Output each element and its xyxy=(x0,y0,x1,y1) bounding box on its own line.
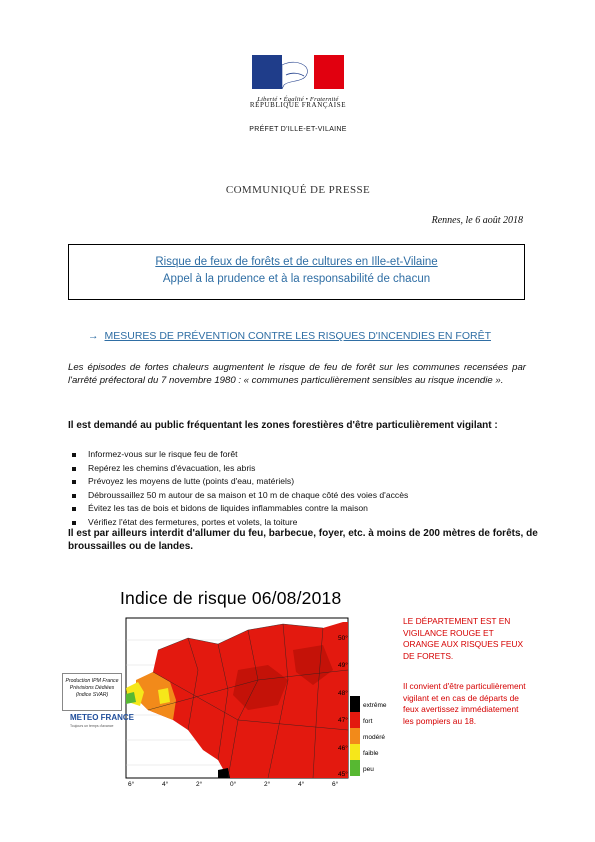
title-line-1: Risque de feux de forêts et de cultures en Ille-et-Vilaine xyxy=(155,256,438,268)
right-arrow-icon: → xyxy=(88,330,99,342)
document-date: Rennes, le 6 août 2018 xyxy=(431,215,523,226)
fire-ban-paragraph: Il est par ailleurs interdit d'allumer du feu, barbecue, foyer, etc. à moins de 200 mètres de forêts, de broussailles ou de landes. xyxy=(68,528,538,552)
legend-swatch-extreme xyxy=(350,696,360,712)
legend-label: modéré xyxy=(363,734,386,741)
republic-name: RÉPUBLIQUE FRANÇAISE xyxy=(249,101,347,109)
lon-label: 4° xyxy=(162,781,169,788)
map-title: Indice de risque 06/08/2018 xyxy=(120,588,342,608)
title-box xyxy=(68,244,525,300)
prefect-label: PRÉFET D'ILLE-ET-VILAINE xyxy=(249,126,347,133)
lat-label: 49° xyxy=(338,662,348,669)
list-item: Prévoyez les moyens de lutte (points d'eau, matériels) xyxy=(68,475,408,489)
intro-paragraph: Les épisodes de fortes chaleurs augmentent le risque de feu de forêt sur les communes recensées par l'arrêté préfectoral du 7 novembre 1980 : « communes particulièrement sensibles au risque incendie ». xyxy=(68,362,526,386)
lon-label: 2° xyxy=(264,781,271,788)
lon-label: 6° xyxy=(128,781,135,788)
production-subtitle: Prévisions Dédiées (Indice SVAR) xyxy=(69,685,115,698)
legend-swatch-very-low xyxy=(350,760,360,776)
lat-label: 46° xyxy=(338,745,348,752)
press-release-heading: COMMUNIQUÉ DE PRESSE xyxy=(225,184,371,196)
list-item: Débroussaillez 50 m autour de sa maison et 10 m de chaque côté des voies d'accès xyxy=(68,489,408,503)
meteo-france-logo xyxy=(70,714,134,730)
section-heading xyxy=(88,330,491,342)
lon-label: 4° xyxy=(298,781,305,788)
legend-label: faible xyxy=(363,750,379,757)
legend-label: peu xyxy=(363,766,374,773)
prevention-list xyxy=(68,448,408,530)
lat-label: 50° xyxy=(338,635,348,642)
production-box xyxy=(62,673,122,711)
meteo-france-tagline: Toujours un temps d'avance xyxy=(70,724,114,728)
fire-risk-map xyxy=(118,610,390,788)
lat-label: 48° xyxy=(338,690,348,697)
republic-motto: Liberté • Égalité • Fraternité xyxy=(257,96,339,103)
legend-label: extrême xyxy=(363,702,387,709)
list-item: Informez-vous sur le risque feu de forêt xyxy=(68,448,408,462)
lat-label: 45° xyxy=(338,771,348,778)
list-item: Repérez les chemins d'évacuation, les abris xyxy=(68,462,408,476)
title-line-2: Appel à la prudence et à la responsabilité de chacun xyxy=(162,273,431,285)
vigilance-paragraph: Il est demandé au public fréquentant les zones forestières d'être particulièrement vigilant : xyxy=(68,420,498,431)
vigilance-alert: LE DÉPARTEMENT EST EN VIGILANCE ROUGE ET ORANGE AUX RISQUES FEUX DE FORETS. xyxy=(403,616,524,661)
lon-label: 6° xyxy=(332,781,339,788)
legend-swatch-moderate xyxy=(350,728,360,744)
vigilance-advice: Il convient d'être particulièrement vigilant et en cas de départs de feux avertissez immédiatement les pompiers au 18. xyxy=(403,681,526,726)
marianne-logo xyxy=(252,55,344,89)
list-item: Vérifiez l'état des fermetures, portes et volets, la toiture xyxy=(68,516,408,530)
meteo-france-name: METEO FRANCE xyxy=(70,713,134,722)
list-item: Évitez les tas de bois et bidons de liquides inflammables contre la maison xyxy=(68,502,408,516)
legend-label: fort xyxy=(363,718,373,725)
legend-swatch-low xyxy=(350,744,360,760)
lon-label: 0° xyxy=(230,781,237,788)
production-title: Production IPM France xyxy=(65,678,119,684)
lat-label: 47° xyxy=(338,717,348,724)
section-heading-text: MESURES DE PRÉVENTION CONTRE LES RISQUES D'INCENDIES EN FORÊT xyxy=(104,330,491,342)
lon-label: 2° xyxy=(196,781,203,788)
legend-swatch-high xyxy=(350,712,360,728)
